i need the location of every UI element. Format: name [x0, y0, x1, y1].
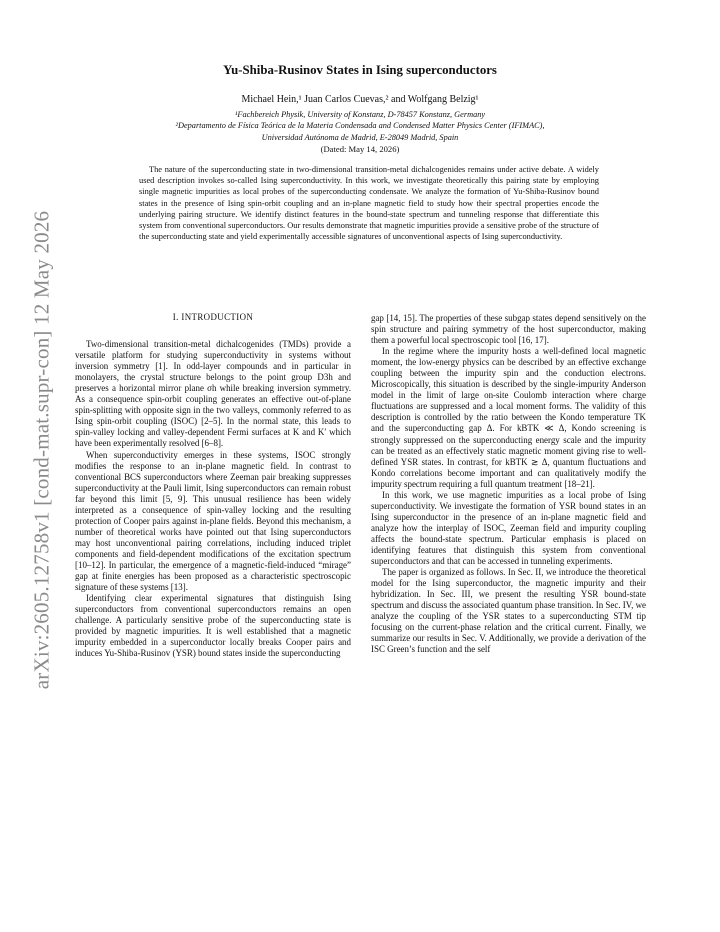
left-column: [75, 312, 351, 659]
arxiv-identifier-stamp: [22, 200, 62, 700]
abstract: The nature of the superconducting state in two-dimensional transition-metal dichalcogenides remains under active debate. A widely used description invokes so-called Ising superconductivity. In this work, we investigate theoretically this pairing state by employing single magnetic impurities as local probes of the superconducting condensate. We analyze the formation of Yu-Shiba-Rusinov bound states in the presence of Ising spin-orbit coupling and an in-plane magnetic field to study how their spectral properties encode the underlying pairing structure. We identify distinct features in the bound-state spectrum and tunneling response that differentiate this system from conventional superconductors. Our results demonstrate that magnetic impurities provide a sensitive probe of the structure of the superconducting state and yield experimentally accessible signatures of unconventional aspects of Ising superconductivity.: [139, 165, 599, 242]
affiliation-1: ¹Fachbereich Physik, University of Konstanz, D-78457 Konstanz, Germany: [234, 110, 486, 119]
intro-paragraph-2: When superconductivity emerges in these systems, ISOC strongly modifies the response to an in-plane magnetic field. In contrast to conventional BCS superconductors where Zeeman pair breaking suppresses superconductivity at the Pauli limit, Ising superconductors can remain robust far beyond this limit [5, 9]. This unusual resilience has been widely interpreted as a consequence of spin-valley locking and the resulting protection of Cooper pairs against in-plane fields. Beyond this mechanism, a number of theoretical works have pointed out that Ising superconductors may host unconventional pairing correlations, including induced triplet components and field-dependent modifications of the excitation spectrum [10–12]. In particular, the emergence of a magnetic-field-induced “mirage” gap at finite energies has been proposed as a characteristic spectroscopic signature of these systems [13].: [75, 449, 351, 593]
affiliations: [0, 109, 720, 143]
affiliation-2b: Universidad Autónoma de Madrid, E-28049 Madrid, Spain: [261, 132, 459, 142]
paper-title: Yu-Shiba-Rusinov States in Ising superconductors: [223, 63, 497, 77]
right-column: [371, 313, 646, 655]
section-heading-introduction: I. INTRODUCTION: [172, 312, 254, 322]
dated-line: (Dated: May 14, 2026): [320, 144, 400, 154]
intro-paragraph-1: Two-dimensional transition-metal dichalcogenides (TMDs) provide a versatile platform for studying superconductivity in systems without inversion symmetry [1]. In odd-layer compounds and in particular in monolayers, the crystal structure belongs to the point group D3h and preserves a horizontal mirror plane σh while breaking inversion symmetry. As a consequence spin-orbit coupling generates an effective out-of-plane spin-splitting with opposite sign in the two valleys, commonly referred to as Ising spin-orbit coupling (ISOC) [2–5]. In the normal state, this leads to spin-valley locking and valley-dependent Fermi surfaces at K and K′ which have been experimentally resolved [6–8].: [75, 339, 351, 449]
intro-paragraph-6: The paper is organized as follows. In Sec. II, we introduce the theoretical model for the Ising superconductor, the magnetic impurity and their hybridization. In Sec. III, we present the resulting YSR bound-state spectrum and discuss the associated quantum phase transition. In Sec. IV, we analyze the coupling of the YSR states to a superconducting STM tip focusing on the current-phase relation and the critical current. Finally, we summarize our results in Sec. V. Additionally, we provide a derivation of the ISC Green’s function and the self: [371, 567, 646, 655]
intro-paragraph-4: In the regime where the impurity hosts a well-defined local magnetic moment, the low-energy physics can be described by an effective exchange coupling between the impurity spin and the conduction electrons. Microscopically, this situation is described by the single-impurity Anderson model in the limit of large on-site Coulomb interaction where charge fluctuations are suppressed and a local moment forms. The validity of this description is controlled by the ratio between the Kondo temperature TK and the superconducting gap Δ. For kBTK ≪ Δ, Kondo screening is strongly suppressed on the superconducting energy scale and the impurity can be treated as an effectively static magnetic moment giving rise to well-defined YSR states. In contrast, for kBTK ≳ Δ, quantum fluctuations and Kondo correlations become important and can qualitatively modify the impurity spectrum requiring a full quantum treatment [18–21].: [371, 346, 646, 489]
affiliation-2a: ²Departamento de Física Teórica de la Materia Condensada and Condensed Matter Physics Center (IFIMAC),: [175, 121, 545, 131]
intro-paragraph-3: Identifying clear experimental signatures that distinguish Ising superconductors from conventional superconductors remains an open challenge. A particularly sensitive probe of the superconducting state is provided by magnetic impurities. It is well established that a magnetic impurity embedded in a superconductor locally breaks Cooper pairs and induces Yu-Shiba-Rusinov (YSR) bound states inside the superconducting: [75, 593, 351, 659]
arxiv-identifier-text: arXiv:2605.12758v1 [cond-mat.supr-con] 12 May 2026: [29, 210, 54, 690]
author-list: Michael Hein,¹ Juan Carlos Cuevas,² and Wolfgang Belzig¹: [241, 94, 479, 105]
intro-paragraph-5: In this work, we use magnetic impurities as a local probe of Ising superconductivity. We investigate the formation of YSR bound states in an Ising superconductor in the presence of an in-plane magnetic field and analyze how the interplay of ISOC, Zeeman field and impurity coupling affects the bound-state spectrum. Particular emphasis is placed on identifying features that distinguish this system from conventional superconductors and that can be accessed in tunneling experiments.: [371, 489, 646, 567]
intro-paragraph-3-continued: gap [14, 15]. The properties of these subgap states depend sensitively on the spin structure and pairing symmetry of the host superconductor, making them a powerful local spectroscopic tool [16, 17].: [371, 313, 646, 346]
